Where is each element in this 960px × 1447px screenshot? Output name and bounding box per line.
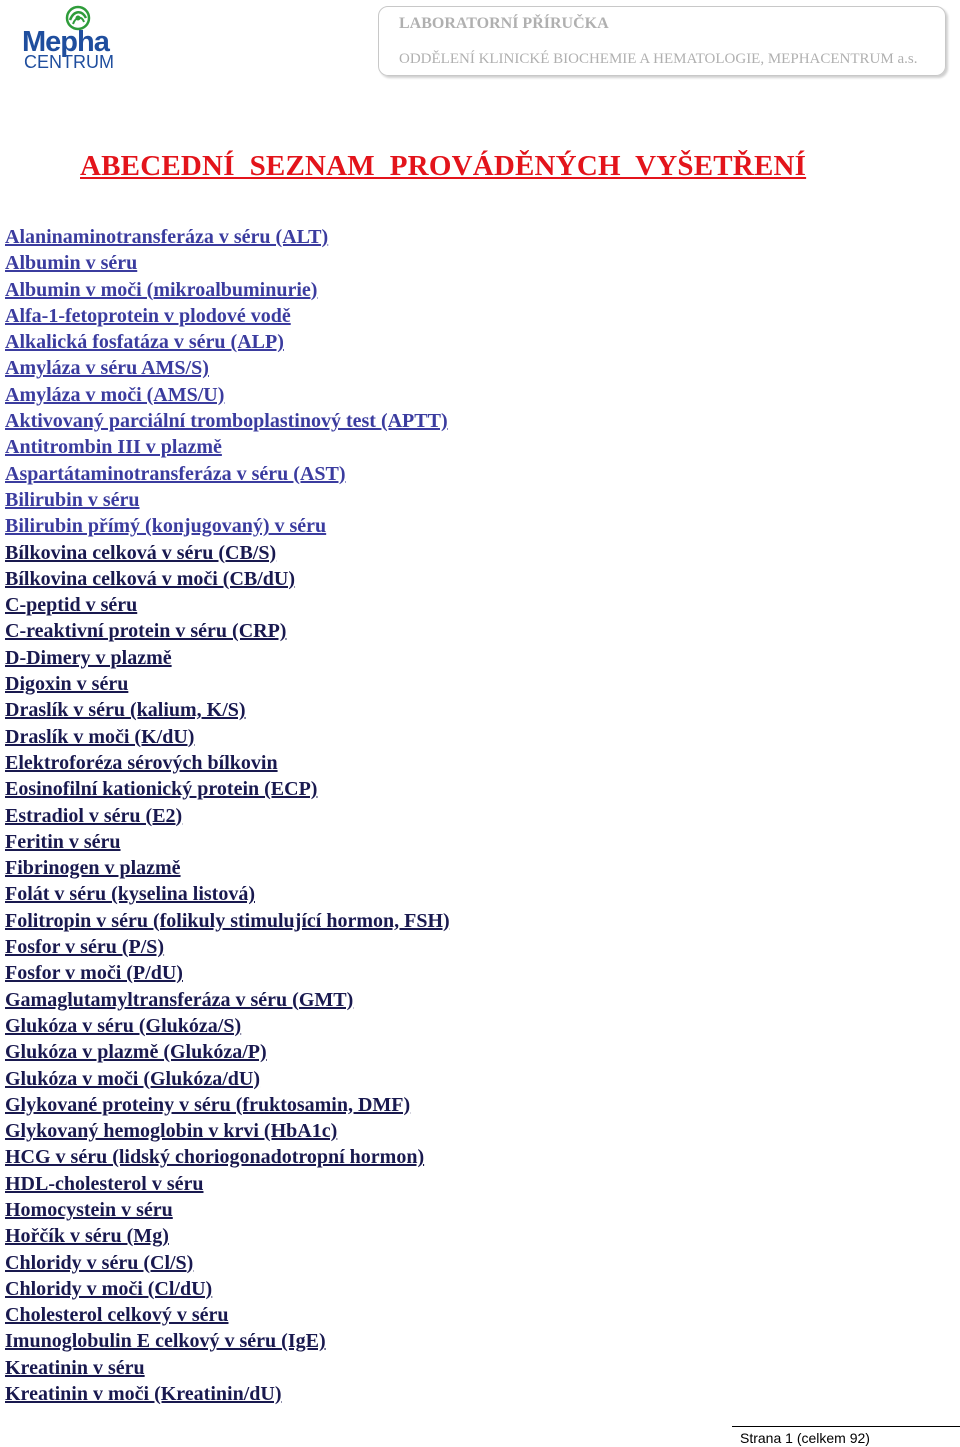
exam-list-item bbox=[5, 750, 450, 776]
exam-link[interactable]: Glukóza v séru (Glukóza/S) bbox=[5, 1014, 242, 1037]
exam-link[interactable]: HDL-cholesterol v séru bbox=[5, 1172, 204, 1195]
exam-link[interactable]: Albumin v moči (mikroalbuminurie) bbox=[5, 278, 318, 301]
exam-link[interactable]: Hořčík v séru (Mg) bbox=[5, 1225, 169, 1248]
exam-link[interactable]: Gamaglutamyltransferáza v séru (GMT) bbox=[5, 988, 354, 1011]
exam-list-item bbox=[5, 724, 450, 750]
exam-list-item bbox=[5, 618, 450, 644]
exam-list-item bbox=[5, 1092, 450, 1118]
exam-link[interactable]: Bilirubin přímý (konjugovaný) v séru bbox=[5, 515, 327, 538]
exam-link[interactable]: Glukóza v plazmě (Glukóza/P) bbox=[5, 1041, 267, 1064]
exam-link[interactable]: Folát v séru (kyselina listová) bbox=[5, 883, 255, 906]
exam-list-item bbox=[5, 776, 450, 802]
exam-list-item bbox=[5, 1328, 450, 1354]
exam-link[interactable]: Fosfor v moči (P/dU) bbox=[5, 962, 183, 985]
exam-list-item bbox=[5, 355, 450, 381]
exam-link[interactable]: Fibrinogen v plazmě bbox=[5, 857, 181, 880]
exam-link[interactable]: C-reaktivní protein v séru (CRP) bbox=[5, 620, 287, 643]
page-title: ABECEDNÍ SEZNAM PROVÁDĚNÝCH VYŠETŘENÍ bbox=[80, 150, 807, 182]
exam-list-item bbox=[5, 671, 450, 697]
exam-link[interactable]: Folitropin v séru (folikuly stimulující hormon, FSH) bbox=[5, 909, 450, 932]
exam-list-item bbox=[5, 645, 450, 671]
exam-link[interactable]: C-peptid v séru bbox=[5, 594, 138, 617]
exam-link[interactable]: Estradiol v séru (E2) bbox=[5, 804, 183, 827]
header-subtitle: ODDĚLENÍ KLINICKÉ BIOCHEMIE A HEMATOLOGIE, MEPHACENTRUM a.s. bbox=[399, 51, 918, 67]
exam-list-item bbox=[5, 566, 450, 592]
logo-text-centrum: CENTRUM bbox=[24, 52, 114, 72]
page-number: Strana 1 (celkem 92) bbox=[740, 1430, 870, 1446]
exam-list-item bbox=[5, 881, 450, 907]
exam-list-item bbox=[5, 434, 450, 460]
exam-link[interactable]: Feritin v séru bbox=[5, 830, 121, 853]
mepha-centrum-logo bbox=[10, 4, 114, 74]
exam-link[interactable]: Aspartátaminotransferáza v séru (AST) bbox=[5, 462, 346, 485]
exam-link[interactable]: Glykované proteiny v séru (fruktosamin, DMF) bbox=[5, 1093, 411, 1116]
exam-list-item bbox=[5, 1302, 450, 1328]
exam-link[interactable]: Elektroforéza sérových bílkovin bbox=[5, 751, 278, 774]
exam-list-item bbox=[5, 1066, 450, 1092]
examination-list bbox=[5, 224, 450, 1407]
exam-list-item bbox=[5, 1381, 450, 1407]
exam-list-item bbox=[5, 1223, 450, 1249]
exam-link[interactable]: Fosfor v séru (P/S) bbox=[5, 936, 165, 959]
exam-list-item bbox=[5, 329, 450, 355]
exam-list-item bbox=[5, 1276, 450, 1302]
exam-link[interactable]: Kreatinin v séru bbox=[5, 1356, 145, 1379]
exam-list-item bbox=[5, 461, 450, 487]
exam-link[interactable]: Bilirubin v séru bbox=[5, 488, 140, 511]
exam-list-item bbox=[5, 408, 450, 434]
exam-link[interactable]: Glukóza v moči (Glukóza/dU) bbox=[5, 1067, 261, 1090]
exam-list-item bbox=[5, 1250, 450, 1276]
exam-list-item bbox=[5, 1197, 450, 1223]
exam-link[interactable]: Alfa-1-fetoprotein v plodové vodě bbox=[5, 304, 291, 327]
exam-list-item bbox=[5, 382, 450, 408]
exam-link[interactable]: Chloridy v moči (Cl/dU) bbox=[5, 1277, 213, 1300]
exam-link[interactable]: Draslík v moči (K/dU) bbox=[5, 725, 195, 748]
exam-link[interactable]: Digoxin v séru bbox=[5, 673, 129, 696]
exam-link[interactable]: Bílkovina celková v séru (CB/S) bbox=[5, 541, 277, 564]
exam-link[interactable]: Draslík v séru (kalium, K/S) bbox=[5, 699, 246, 722]
exam-link[interactable]: Homocystein v séru bbox=[5, 1198, 173, 1221]
exam-list-item bbox=[5, 277, 450, 303]
exam-link[interactable]: Kreatinin v moči (Kreatinin/dU) bbox=[5, 1383, 282, 1406]
exam-link[interactable]: Glykovaný hemoglobin v krvi (HbA1c) bbox=[5, 1120, 338, 1143]
exam-list-item bbox=[5, 697, 450, 723]
exam-list-item bbox=[5, 1039, 450, 1065]
exam-link[interactable]: Cholesterol celkový v séru bbox=[5, 1304, 229, 1327]
footer-divider bbox=[732, 1426, 960, 1427]
logo-text-mepha: Mepha bbox=[22, 26, 109, 58]
exam-list-item bbox=[5, 829, 450, 855]
exam-list-item bbox=[5, 224, 450, 250]
exam-list-item bbox=[5, 803, 450, 829]
exam-list-item bbox=[5, 250, 450, 276]
exam-link[interactable]: Alkalická fosfatáza v séru (ALP) bbox=[5, 331, 284, 354]
exam-list-item bbox=[5, 1144, 450, 1170]
exam-list-item bbox=[5, 1355, 450, 1381]
header-title: LABORATORNÍ PŘÍRUČKA bbox=[399, 15, 609, 32]
exam-list-item bbox=[5, 1118, 450, 1144]
exam-list-item bbox=[5, 540, 450, 566]
exam-list-item bbox=[5, 513, 450, 539]
exam-link[interactable]: Albumin v séru bbox=[5, 252, 138, 275]
exam-link[interactable]: Imunoglobulin E celkový v séru (IgE) bbox=[5, 1330, 326, 1353]
exam-list-item bbox=[5, 487, 450, 513]
exam-link[interactable]: Aktivovaný parciální tromboplastinový test (APTT) bbox=[5, 410, 448, 433]
document-header bbox=[378, 6, 946, 76]
exam-list-item bbox=[5, 303, 450, 329]
exam-link[interactable]: Chloridy v séru (Cl/S) bbox=[5, 1251, 194, 1274]
exam-link[interactable]: HCG v séru (lidský choriogonadotropní hormon) bbox=[5, 1146, 425, 1169]
exam-link[interactable]: D-Dimery v plazmě bbox=[5, 646, 172, 669]
exam-link[interactable]: Bílkovina celková v moči (CB/dU) bbox=[5, 567, 296, 590]
exam-list-item bbox=[5, 960, 450, 986]
exam-list-item bbox=[5, 1013, 450, 1039]
exam-link[interactable]: Amyláza v moči (AMS/U) bbox=[5, 383, 225, 406]
exam-link[interactable]: Amyláza v séru AMS/S) bbox=[5, 357, 209, 380]
exam-link[interactable]: Alaninaminotransferáza v séru (ALT) bbox=[5, 226, 329, 248]
exam-link[interactable]: Antitrombin III v plazmě bbox=[5, 436, 222, 459]
exam-list-item bbox=[5, 987, 450, 1013]
exam-link[interactable]: Eosinofilní kationický protein (ECP) bbox=[5, 778, 318, 801]
exam-list-item bbox=[5, 908, 450, 934]
exam-list-item bbox=[5, 592, 450, 618]
exam-list-item bbox=[5, 1171, 450, 1197]
exam-list-item bbox=[5, 855, 450, 881]
exam-list-item bbox=[5, 934, 450, 960]
